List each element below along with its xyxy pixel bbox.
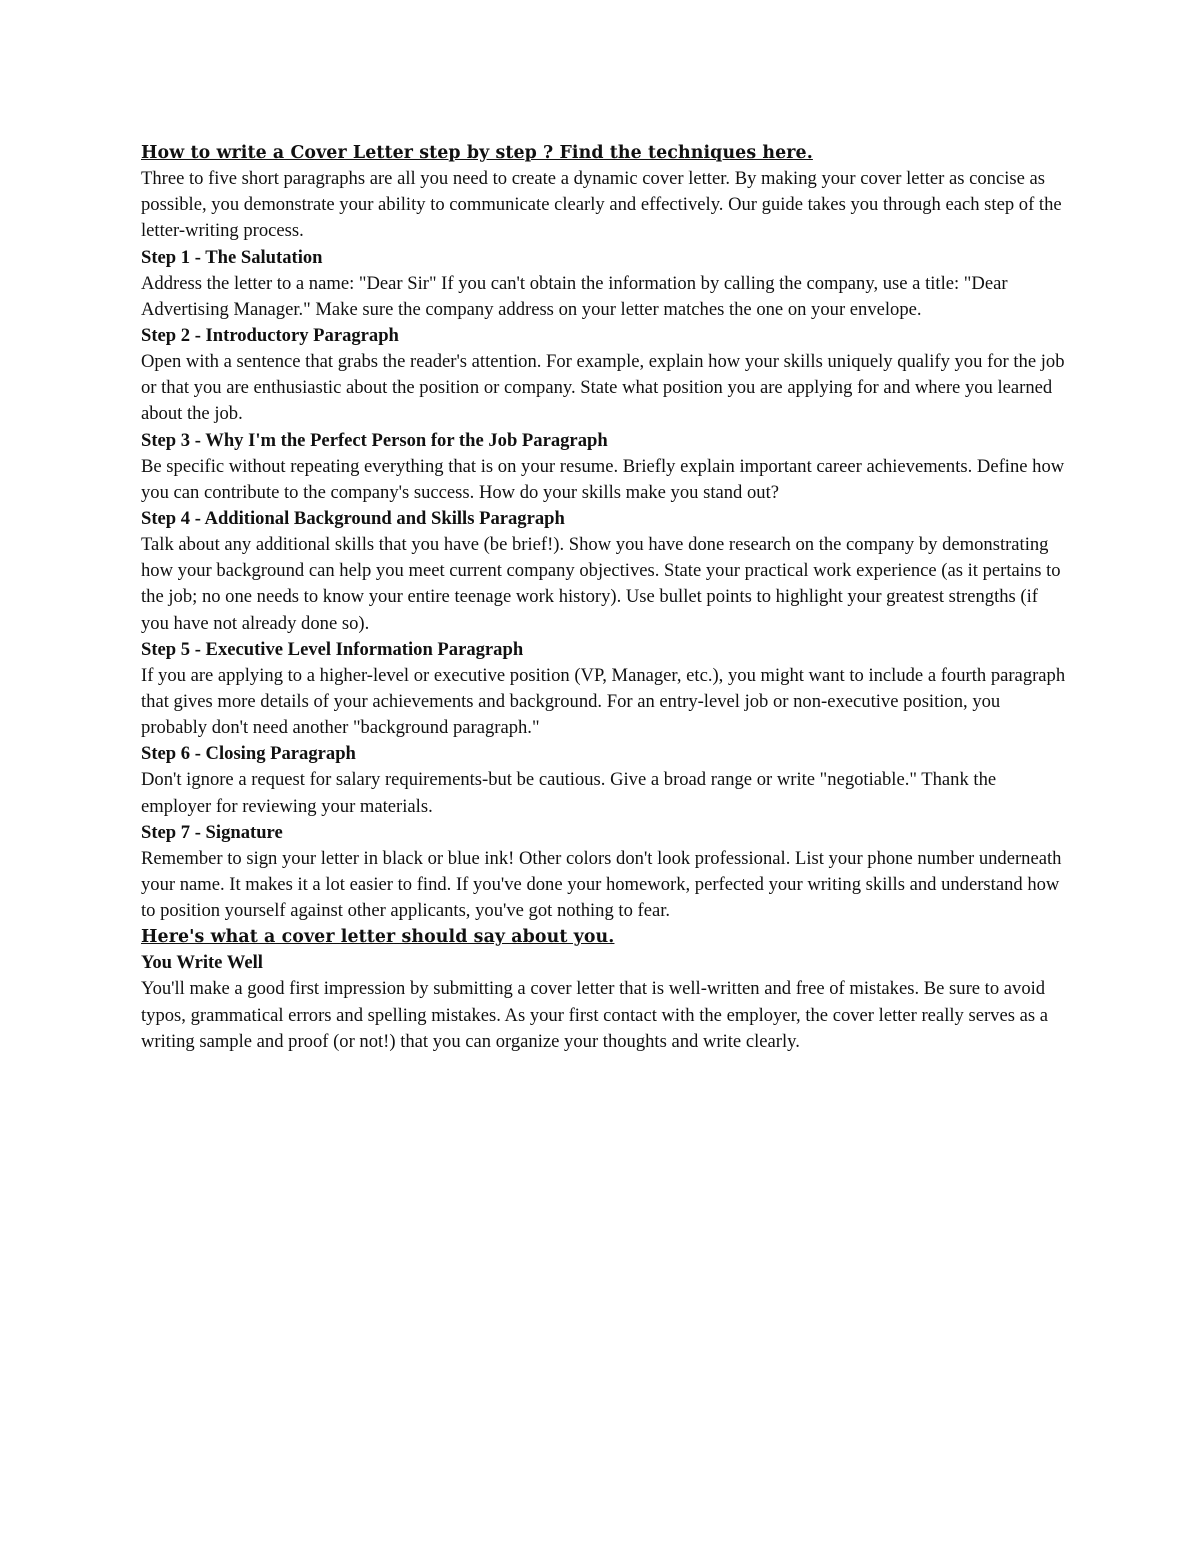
step-4-heading: Step 4 - Additional Background and Skills Paragraph bbox=[141, 508, 565, 530]
step-6-heading: Step 6 - Closing Paragraph bbox=[141, 743, 356, 765]
step-2-heading: Step 2 - Introductory Paragraph bbox=[141, 325, 399, 347]
step-2-body: Open with a sentence that grabs the reader's attention. For example, explain how your skills uniquely qualify you for the job or that you are enthusiastic about the position or company. State what position you are applying for and where you learned about the job. bbox=[141, 351, 1065, 425]
page-title: How to write a Cover Letter step by step ? Find the techniques here. bbox=[141, 143, 813, 163]
step-4-body: Talk about any additional skills that you have (be brief!). Show you have done research on the company by demonstrating how your background can help you meet current company objectives. State your practical work experience (as it pertains to the job; no one needs to know your entire teenage work history). Use bullet points to highlight your greatest strengths (if you have not already done so). bbox=[141, 534, 1061, 634]
step-7-body: Remember to sign your letter in black or blue ink! Other colors don't look professional. List your phone number underneath your name. It makes it a lot easier to find. If you've done your homework, perfected your writing skills and understand how to position yourself against other applicants, you've got nothing to fear. bbox=[141, 847, 1062, 922]
section-2-title: Here's what a cover letter should say about you. bbox=[141, 927, 615, 948]
step-6-body: Don't ignore a request for salary requirements-but be cautious. Give a broad range or write "negotiable." Thank the employer for reviewing your materials. bbox=[141, 769, 997, 817]
section-2-body: You'll make a good first impression by submitting a cover letter that is well-written and free of mistakes. Be sure to avoid typos, grammatical errors and spelling mistakes. As your first contact with the employer, the cover letter really serves as a writing sample and proof (or not!) that you can organize your thoughts and write clearly. bbox=[141, 978, 1048, 1052]
document-page bbox=[141, 140, 1066, 1055]
step-5-body: If you are applying to a higher-level or executive position (VP, Manager, etc.), you might want to include a fourth paragraph that gives more details of your achievements and background. For an entry-level job or non-executive position, you probably don't need another "background paragraph." bbox=[141, 664, 1066, 739]
step-3-body: Be specific without repeating everything that is on your resume. Briefly explain important career achievements. Define how you can contribute to the company's success. How do your skills make you stand out? bbox=[141, 455, 1065, 503]
step-7-heading: Step 7 - Signature bbox=[141, 821, 283, 843]
step-1-body: Address the letter to a name: "Dear Sir" If you can't obtain the information by calling the company, use a title: "Dear Advertising Manager." Make sure the company address on your letter matches the one on your envelope. bbox=[141, 272, 1008, 320]
step-1-heading: Step 1 - The Salutation bbox=[141, 246, 323, 268]
section-2-subheading: You Write Well bbox=[141, 952, 263, 974]
step-5-heading: Step 5 - Executive Level Information Paragraph bbox=[141, 638, 524, 660]
step-3-heading: Step 3 - Why I'm the Perfect Person for the Job Paragraph bbox=[141, 429, 608, 451]
intro-paragraph: Three to five short paragraphs are all you need to create a dynamic cover letter. By making your cover letter as concise as possible, you demonstrate your ability to communicate clearly and effectively. Our guide takes you through each step of the letter-writing process. bbox=[141, 168, 1062, 242]
